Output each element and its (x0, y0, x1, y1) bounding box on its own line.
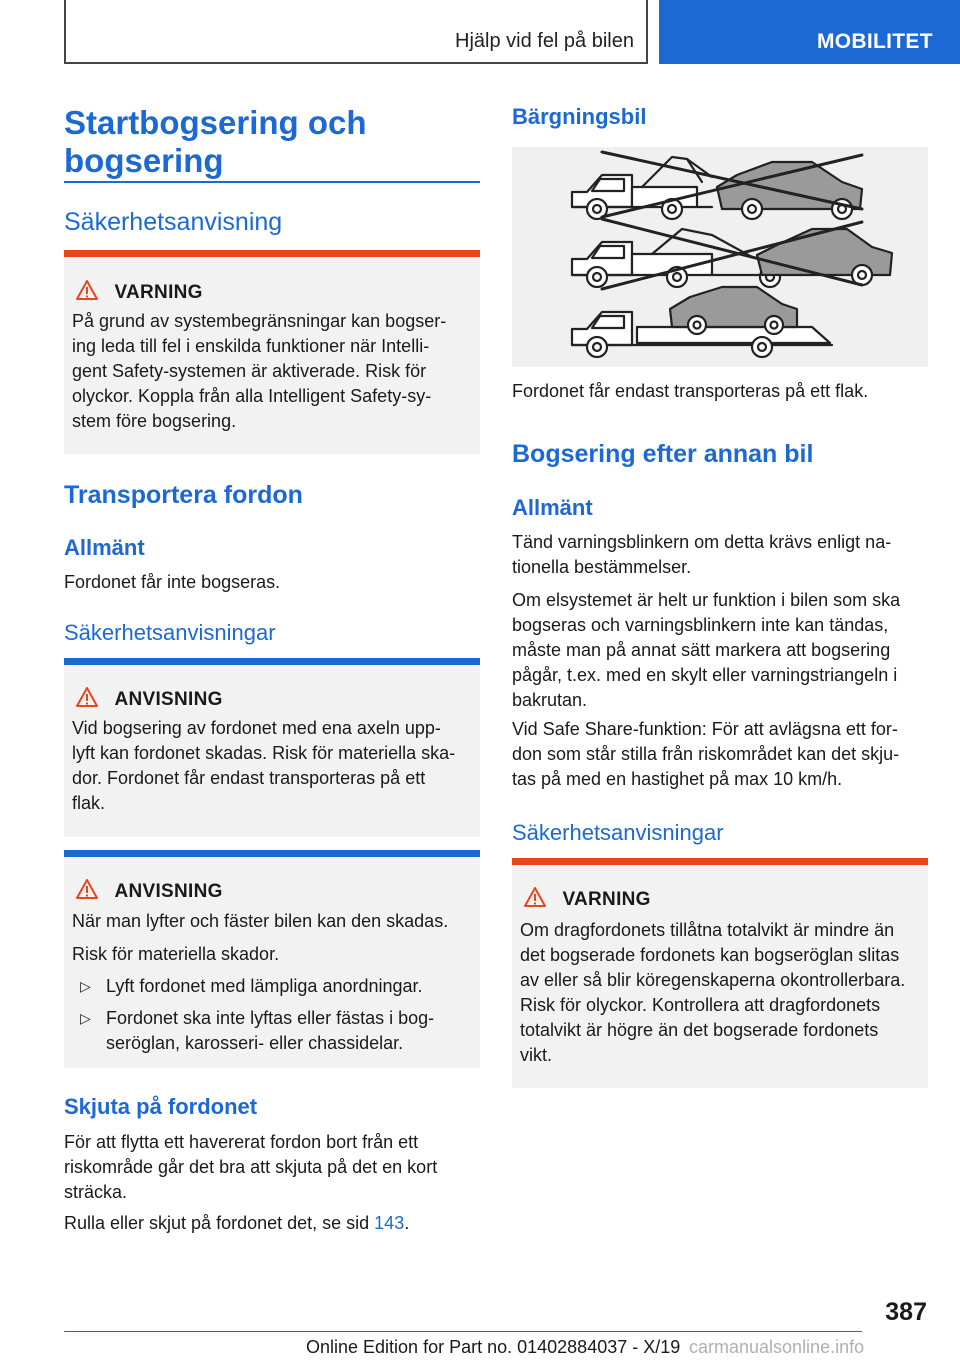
footer-edition: Online Edition for Part no. 01402884037 - X/19 (306, 1337, 681, 1357)
general-heading-right: Allmänt (512, 495, 593, 520)
warning-line: totalvikt är högre än det bogserade fordonets (520, 1020, 879, 1040)
chapter-tab: MOBILITET (659, 0, 960, 64)
bullet-line: seröglan, karosseri- eller chassidelar. (106, 1033, 404, 1053)
roll-text (64, 1211, 480, 1236)
roll-text-body: Rulla eller skjut på fordonet det, se sid (64, 1213, 375, 1233)
warning-line: På grund av systembegränsningar kan bogser- (72, 311, 447, 331)
warning-line: vikt. (520, 1045, 553, 1065)
warning-line: stem före bogsering. (72, 411, 237, 431)
text-line: tas på med en hastighet på max 10 km/h. (512, 769, 843, 789)
warning-line: olyckor. Koppla från alla Intelligent Safety-sy- (72, 386, 432, 406)
warning-text (520, 918, 926, 1068)
notice-box (64, 665, 480, 837)
notice-triangle-icon (76, 687, 98, 707)
text-line: Om elsystemet är helt ur funktion i bilen som ska (512, 590, 901, 610)
roll-text-end: . (404, 1213, 410, 1233)
footer-rule (64, 1331, 862, 1332)
text-line: bakrutan. (512, 690, 588, 710)
text-line: Vid Safe Share-funktion: För att avlägsna ett for- (512, 719, 898, 739)
text-line: bogseras och varningsblinkern inte kan tändas, (512, 615, 889, 635)
warning-line: ing leda till fel i enskilda funktioner när Intelli- (72, 336, 430, 356)
page-title (64, 104, 367, 180)
general-heading: Allmänt (64, 535, 145, 560)
page-title-line2: bogsering (64, 142, 224, 179)
warning-line: Om dragfordonets tillåtna totalvikt är mindre än (520, 920, 895, 940)
page-link-143[interactable]: 143 (374, 1213, 405, 1233)
warning-box (64, 257, 480, 454)
towing-heading: Bogsering efter annan bil (512, 440, 814, 468)
bullet-marker: ▷ (80, 978, 91, 994)
figure-caption: Fordonet får endast transporteras på ett flak. (512, 381, 869, 401)
push-line: sträcka. (64, 1182, 128, 1202)
notice-label: ANVISNING (114, 881, 223, 902)
notice-triangle-icon (76, 879, 98, 899)
notice-label: ANVISNING (114, 689, 223, 710)
general-text: Fordonet får inte bogseras. (64, 572, 281, 592)
text-line: pågår, t.ex. med en skylt eller varningstriangeln i (512, 665, 898, 685)
page-number: 387 (885, 1298, 927, 1326)
bullet-item: Lyft fordonet med lämpliga anordningar. (106, 976, 423, 996)
notice-line: Risk för materiella skador. (72, 944, 280, 964)
bullet-item (106, 1006, 476, 1056)
notice-box (64, 857, 480, 1068)
bullet-marker: ▷ (80, 1010, 91, 1026)
push-line: För att flytta ett havererat fordon bort från ett (64, 1132, 419, 1152)
push-line: riskområde går det bra att skjuta på det en kort (64, 1157, 438, 1177)
watermark: carmanualsonline.info (689, 1337, 865, 1357)
section-title: Hjälp vid fel på bilen (455, 30, 634, 52)
warning-line: Risk för olyckor. Kontrollera att dragfordonets (520, 995, 881, 1015)
header-frame (64, 0, 648, 64)
warning-label: VARNING (114, 282, 203, 303)
warning-triangle-icon (524, 887, 546, 907)
notice-line: Vid bogsering av fordonet med ena axeln upp- (72, 718, 441, 738)
text-line: Tänd varningsblinkern om detta krävs enligt na- (512, 532, 892, 552)
tow-truck-illustration (512, 147, 928, 367)
text-line: don som står stilla från riskområdet kan det skju- (512, 744, 900, 764)
text-line: måste man på annat sätt markera att bogsering (512, 640, 891, 660)
bullet-line: Fordonet ska inte lyftas eller fästas i bog- (106, 1008, 435, 1028)
page-title-line1: Startbogsering och (64, 104, 367, 141)
notice-title-row (76, 879, 223, 903)
notice-bar (64, 850, 480, 857)
warning-bar (512, 858, 928, 865)
truck-row-1 (572, 157, 712, 219)
general-text-right (512, 530, 932, 580)
notice-line: lyft kan fordonet skadas. Risk för materiella ska- (72, 743, 456, 763)
transport-heading: Transportera fordon (64, 481, 303, 509)
warning-line: gent Safety-systemen är aktiverade. Risk för (72, 361, 427, 381)
notice-text (72, 716, 476, 816)
title-rule (64, 181, 480, 183)
warning-label: VARNING (562, 889, 651, 910)
notice-line: dor. Fordonet får endast transporteras på ett (72, 768, 426, 788)
warning-title-row (524, 887, 651, 911)
safe-share-paragraph (512, 717, 932, 792)
warning-text (72, 309, 476, 434)
notice-bar (64, 658, 480, 665)
notice-line: När man lyfter och fäster bilen kan den skadas. (72, 911, 449, 931)
warning-line: det bogserade fordonets kan bogseröglan slitas (520, 945, 900, 965)
notice-line: flak. (72, 793, 106, 813)
warning-box (512, 865, 928, 1088)
text-line: tionella bestämmelser. (512, 557, 692, 577)
tow-truck-figure (512, 147, 928, 367)
notice-title-row (76, 687, 223, 711)
car-row-3 (670, 287, 797, 334)
safety-heading-right: Säkerhetsanvisningar (512, 820, 724, 845)
car-row-1 (717, 162, 862, 219)
warning-line: av eller så blir köregenskaperna okontrollerbara. (520, 970, 906, 990)
push-text (64, 1130, 480, 1205)
warning-bar (64, 250, 480, 257)
warning-title-row (76, 280, 203, 304)
safety-heading-2: Säkerhetsanvisningar (64, 620, 276, 645)
hazard-paragraph (512, 588, 932, 713)
safety-heading: Säkerhetsanvisning (64, 208, 283, 236)
push-heading: Skjuta på fordonet (64, 1094, 258, 1119)
warning-triangle-icon (76, 280, 98, 300)
tow-truck-heading: Bärgningsbil (512, 104, 647, 129)
